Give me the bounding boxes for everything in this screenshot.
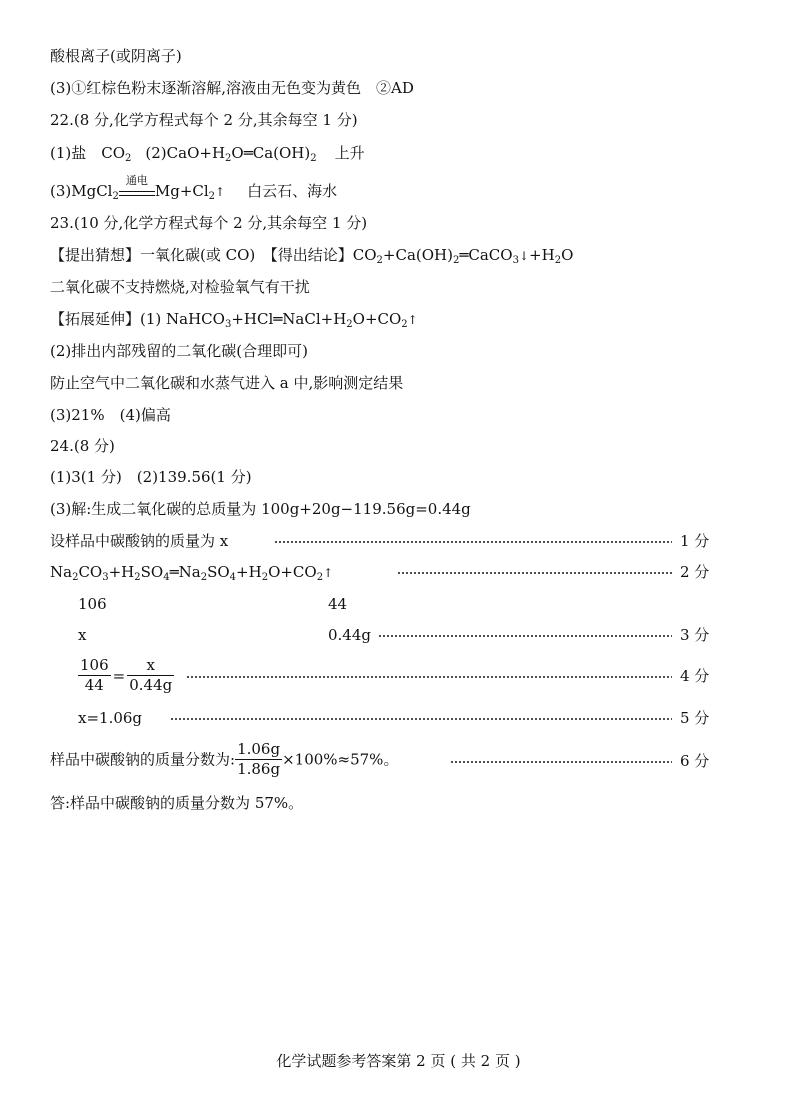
line-q22-header: 22.(8 分,化学方程式每个 2 分,其余每空 1 分) — [50, 111, 358, 129]
fraction-left — [78, 656, 111, 695]
subscript: 2 — [554, 255, 562, 266]
text-o-co: O+CO — [352, 310, 402, 328]
fraction-mass — [235, 740, 282, 779]
line-q23-hypothesis — [50, 245, 573, 266]
leader-dots — [274, 541, 672, 543]
text-o-co: O+CO — [268, 563, 317, 581]
subscript: 2 — [208, 191, 216, 202]
gas-arrow-icon: ↑ — [407, 313, 418, 327]
text-o-caoh: O═Ca(OH) — [231, 144, 311, 162]
gas-arrow-icon: ↑ — [215, 185, 226, 199]
text-so: SO — [207, 563, 230, 581]
text-caco: ═CaCO — [459, 246, 513, 264]
denominator: 44 — [84, 676, 104, 694]
text-nahco: 【拓展延伸】(1) NaHCO — [50, 310, 225, 328]
score-1: 1 分 — [680, 532, 710, 550]
text-salt-co: (1)盐 CO — [50, 144, 126, 162]
text-co: CO — [78, 563, 103, 581]
score-6: 6 分 — [680, 752, 710, 770]
line-answer: 答:样品中碳酸钠的质量分数为 57%。 — [50, 794, 304, 812]
subscript: 2 — [72, 572, 79, 583]
text-na: Na — [50, 563, 73, 581]
text-cao-h: (2)CaO+H — [145, 144, 226, 162]
text-hypothesis: 【提出猜想】一氧化碳(或 CO) 【得出结论】CO — [50, 246, 377, 264]
subscript: 2 — [112, 191, 119, 202]
subscript: 2 — [452, 255, 460, 266]
subscript: 2 — [200, 572, 208, 583]
line-q21-3: (3)①红棕色粉末逐渐溶解,溶液由无色变为黄色 ②AD — [50, 79, 414, 97]
subscript: 2 — [134, 572, 141, 583]
text-plus-h: +H — [108, 563, 135, 581]
text-plus-h: +H — [529, 246, 555, 264]
text-dolomite-seawater: 白云石、海水 — [247, 182, 338, 200]
denominator: 1.86g — [237, 760, 281, 778]
subscript: 2 — [225, 153, 232, 164]
subscript: 2 — [261, 572, 269, 583]
text-hcl-nacl: +HCl═NaCl+H — [231, 310, 347, 328]
electrolysis-condition — [119, 174, 155, 196]
text-mass-fraction: 样品中碳酸钠的质量分数为: — [50, 750, 236, 769]
subscript: 3 — [102, 572, 109, 583]
gas-arrow-icon: ↑ — [323, 566, 334, 580]
score-4: 4 分 — [680, 667, 710, 685]
line-co2-interference: 二氧化碳不支持燃烧,对检验氧气有干扰 — [50, 278, 310, 296]
text-rise: 上升 — [334, 144, 365, 162]
score-2: 2 分 — [680, 563, 710, 581]
line-let-x: 设样品中碳酸钠的质量为 x — [50, 532, 229, 550]
leader-dots — [378, 635, 672, 637]
text-caoh: +Ca(OH) — [382, 246, 453, 264]
subscript: 2 — [376, 255, 383, 266]
line-q22-3 — [50, 174, 338, 202]
known-co2-mass: 0.44g — [328, 626, 372, 644]
line-q24-3-solution: (3)解:生成二氧化碳的总质量为 100g+20g−119.56g=0.44g — [50, 500, 471, 518]
line-q23-2: (2)排出内部残留的二氧化碳(合理即可) — [50, 342, 308, 360]
leader-dots — [170, 718, 672, 720]
text-plus-h: +H — [236, 563, 262, 581]
numerator: 1.06g — [237, 740, 281, 758]
precipitate-arrow-icon: ↓ — [518, 249, 530, 263]
ratio-co2: 44 — [328, 595, 348, 613]
line-q23-3-4: (3)21% (4)偏高 — [50, 406, 171, 424]
subscript: 2 — [125, 153, 132, 164]
line-prevent-air: 防止空气中二氧化碳和水蒸气进入 a 中,影响测定结果 — [50, 374, 404, 392]
line-q22-1-2 — [50, 143, 365, 163]
text-o: O — [561, 246, 574, 264]
line-equation — [50, 562, 333, 583]
subscript: 3 — [512, 255, 519, 266]
result-x: x=1.06g — [78, 709, 143, 727]
condition-label: 通电 — [125, 174, 148, 187]
leader-dots — [186, 676, 672, 678]
ratio-na2co3: 106 — [78, 595, 107, 613]
unknown-x: x — [78, 626, 87, 644]
subscript: 4 — [229, 572, 237, 583]
equation-bar — [119, 191, 155, 196]
text-so: SO — [140, 563, 164, 581]
line-q23-extension — [50, 309, 418, 330]
fraction-right — [127, 656, 174, 695]
text-mgcl: (3)MgCl — [50, 182, 113, 200]
line-acid-radical: 酸根离子(或阴离子) — [50, 47, 182, 65]
subscript: 2 — [316, 572, 324, 583]
text-eq-na: ═Na — [169, 563, 201, 581]
subscript: 2 — [401, 319, 408, 330]
line-q24-header: 24.(8 分) — [50, 437, 115, 455]
line-q24-1-2: (1)3(1 分) (2)139.56(1 分) — [50, 468, 252, 486]
mass-fraction-line — [50, 740, 398, 779]
denominator: 0.44g — [129, 676, 173, 694]
equals-sign: = — [112, 666, 126, 685]
subscript: 3 — [224, 319, 232, 330]
subscript: 4 — [163, 572, 170, 583]
leader-dots — [397, 572, 672, 574]
numerator: x — [127, 656, 174, 676]
page-footer: 化学试题参考答案第 2 页 ( 共 2 页 ) — [276, 1052, 521, 1070]
leader-dots — [450, 761, 672, 763]
numerator: 106 — [80, 656, 109, 674]
line-q23-header: 23.(10 分,化学方程式每个 2 分,其余每空 1 分) — [50, 214, 368, 232]
score-3: 3 分 — [680, 626, 710, 644]
text-mg-cl: Mg+Cl — [154, 182, 209, 200]
score-5: 5 分 — [680, 709, 710, 727]
subscript: 2 — [346, 319, 353, 330]
text-percent: ×100%≈57%。 — [282, 750, 399, 769]
subscript: 2 — [310, 153, 317, 164]
proportion-equation — [78, 656, 174, 695]
